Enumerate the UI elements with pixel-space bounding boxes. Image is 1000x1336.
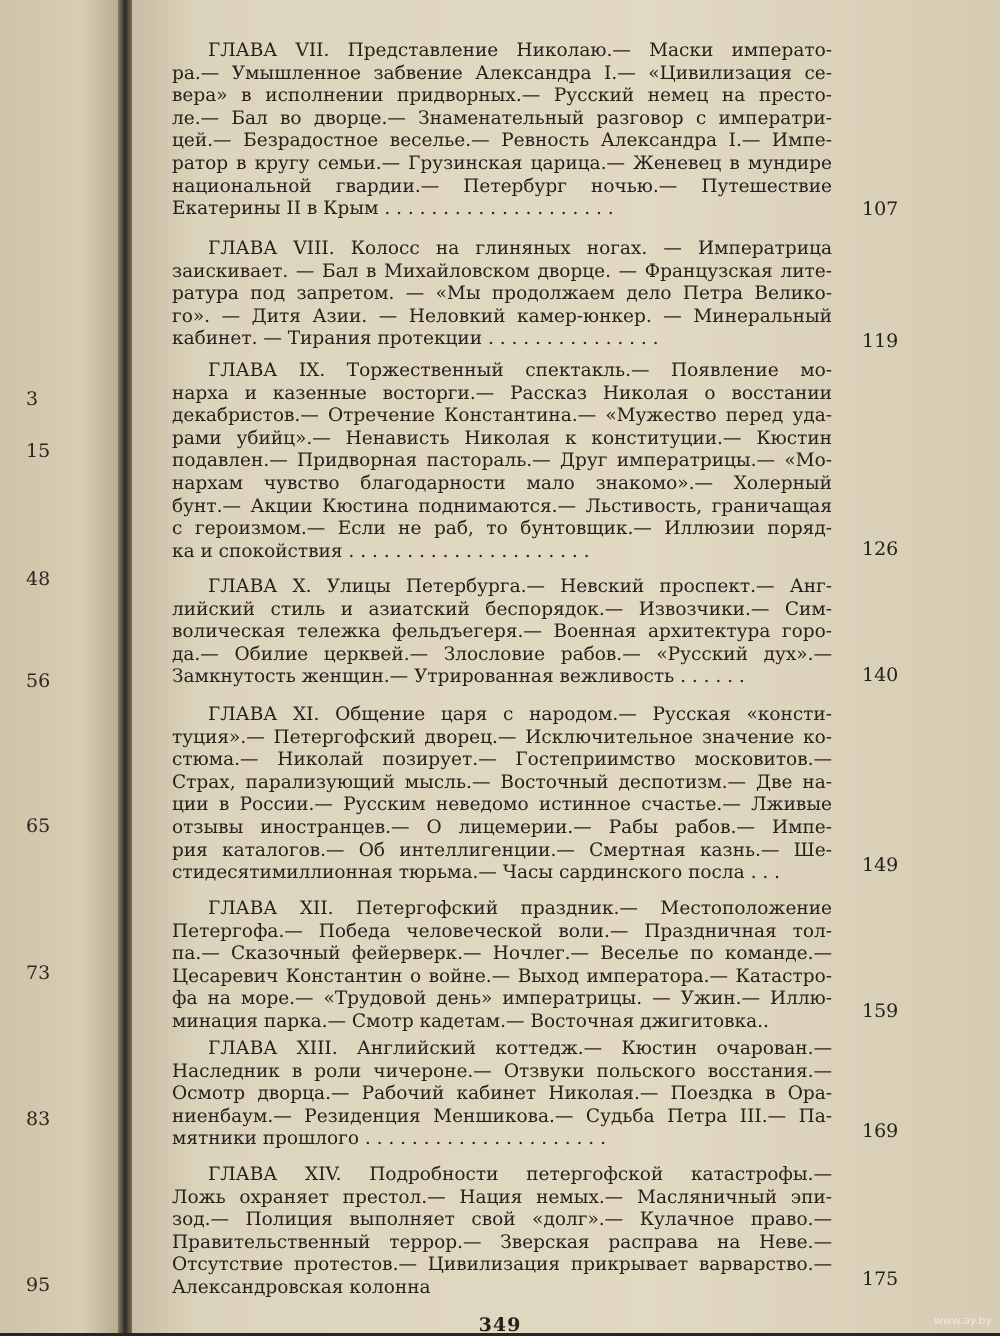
chapter-line: ратор в кругу семьи.— Грузинская царица.— Женевец в мундире (172, 152, 832, 174)
chapter-line: рия каталогов.— Об интеллигенции.— Смертная казнь.— Ше- (172, 839, 832, 861)
chapter-line: го». — Дитя Азии. — Неловкий камер-юнкер. — Минеральный (172, 305, 832, 327)
chapter-line: Екатерины II в Крым . . . . . . . . . . . . . . . . . . . . (172, 198, 614, 220)
chapter-line: подавлен.— Придворная пастораль.— Друг императрицы.— «Мо- (172, 450, 832, 472)
chapter-line: вера» в исполнении придворных.— Русский немец на престо- (172, 85, 832, 107)
chapter-line: с героизмом.— Если не раб, то бунтовщик.— Иллюзии поряд- (172, 518, 832, 540)
chapter-line: бунт.— Акции Кюстина поднимаются.— Льстивость, граничащая (172, 495, 832, 517)
chapter-line: Осмотр дворца.— Рабочий кабинет Николая.— Поездка в Ора- (172, 1083, 832, 1105)
chapter-line: ниенбаум.— Резиденция Меншикова.— Судьба Петра III.— Па- (172, 1105, 832, 1127)
chapter-entry (172, 238, 832, 351)
chapter-line: туция».— Петергофский дворец.— Исключительное значение ко- (172, 726, 832, 748)
chapter-line: ГЛАВА VIII. Колосс на глиняных ногах. — Императрица (208, 238, 832, 259)
chapter-line: мятники прошлого . . . . . . . . . . . . . . . . . . . . . (172, 1128, 606, 1150)
chapter-line: фа на море.— «Трудовой день» императрицы. — Ужин.— Иллю- (172, 988, 832, 1010)
chapter-line: зод.— Полиция выполняет свой «долг».— Кулачное право.— (172, 1209, 832, 1231)
chapter-line: кабинет. — Тирания протекции . . . . . . . . . . . . . . . (172, 328, 659, 350)
chapter-line: Наследник в роли чичероне.— Отзвуки польского восстания.— (172, 1060, 832, 1082)
chapter-entry (172, 1038, 832, 1151)
chapter-page-number: 169 (862, 1120, 899, 1142)
left-page-number: 48 (26, 568, 51, 590)
chapter-line: национальной гвардии.— Петербург ночью.— Путешествие (172, 175, 832, 197)
chapter-line: лийский стиль и азиатский беспорядок.— Извозчики.— Сим- (172, 598, 832, 620)
chapter-page-number: 175 (862, 1268, 899, 1290)
chapter-line: ра.— Умышленное забвение Александра I.— «Цивилизация се- (172, 62, 832, 84)
chapter-line: ГЛАВА X. Улицы Петербурга.— Невский проспект.— Анг- (208, 576, 832, 597)
chapter-line: Страх, парализующий мысль.— Восточный деспотизм.— Две на- (172, 771, 832, 793)
chapter-entry (172, 576, 832, 689)
chapter-line: Правительственный террор.— Зверская расправа на Неве.— (172, 1231, 832, 1253)
chapter-line: ГЛАВА XI. Общение царя с народом.— Русская «консти- (208, 704, 832, 725)
chapter-page-number: 159 (862, 1000, 899, 1022)
chapter-entry (172, 40, 832, 221)
chapter-line: да.— Обилие церквей.— Злословие рабов.— «Русский дух».— (172, 643, 832, 665)
chapter-line: отзывы иностранцев.— О лицемерии.— Рабы рабов.— Импе- (172, 816, 832, 838)
chapter-entry (172, 360, 832, 563)
chapter-line: стидесятимиллионная тюрьма.— Часы сардинского посла . . . (172, 862, 780, 884)
chapter-entry (172, 898, 832, 1034)
left-page-number: 95 (26, 1274, 51, 1296)
chapter-line: заискивает. — Бал в Михайловском дворце. — Французская лите- (172, 260, 832, 282)
left-page-number: 83 (26, 1108, 51, 1130)
chapter-line: Петергофа.— Победа человеческой воли.— Праздничная тол- (172, 920, 832, 942)
chapter-entry (172, 704, 832, 885)
chapter-line: нархам чувство благодарности мало знакомо».— Холерный (172, 472, 832, 494)
chapter-page-number: 140 (862, 664, 899, 686)
chapter-line: ГЛАВА XII. Петергофский праздник.— Местоположение (208, 898, 832, 919)
chapter-page-number: 107 (862, 198, 899, 220)
chapter-entry (172, 1164, 832, 1300)
left-page (0, 0, 118, 1333)
chapter-line: декабристов.— Отречение Константина.— «Мужество перед уда- (172, 405, 832, 427)
left-page-number: 15 (26, 440, 51, 462)
chapter-line: цей.— Безрадостное веселье.— Ревность Александра I.— Импе- (172, 130, 832, 152)
left-page-number: 73 (26, 962, 51, 984)
left-page-number: 3 (26, 388, 39, 410)
chapter-line: рами убийц».— Ненависть Николая к конституции.— Кюстин (172, 427, 832, 449)
chapter-line: Александровская колонна (172, 1276, 431, 1298)
chapter-line: нарха и казенные восторги.— Рассказ Николая о восстании (172, 382, 832, 404)
left-page-number: 56 (26, 670, 51, 692)
chapter-line: Замкнутость женщин.— Утрированная вежливость . . . . . . (172, 666, 745, 688)
left-page-number: 65 (26, 815, 51, 837)
chapter-line: Ложь охраняет престол.— Нация немых.— Масляничный эпи- (172, 1186, 832, 1208)
chapter-line: ГЛАВА IX. Торжественный спектакль.— Появление мо- (208, 360, 832, 381)
chapter-line: Цесаревич Константин о войне.— Выход императора.— Катастро- (172, 965, 832, 987)
chapter-line: па.— Сказочный фейерверк.— Ночлег.— Веселье по команде.— (172, 943, 832, 965)
chapter-line: ции в России.— Русским неведомо истинное счастье.— Лживые (172, 794, 832, 816)
chapter-page-number: 149 (862, 854, 899, 876)
chapter-line: ле.— Бал во дворце.— Знаменательный разговор с императри- (172, 107, 832, 129)
chapter-line: ГЛАВА XIV. Подробности петергофской катастрофы.— (208, 1164, 832, 1185)
watermark: www.ay.by (933, 1314, 992, 1327)
chapter-page-number: 119 (862, 330, 899, 352)
chapter-line: ГЛАВА VII. Представление Николаю.— Маски императо- (208, 40, 832, 61)
chapter-line: ратура под запретом. — «Мы продолжаем дело Петра Велико- (172, 283, 832, 305)
page-folio: 349 (478, 1314, 522, 1336)
chapter-line: стюма.— Николай позирует.— Гостеприимство московитов.— (172, 749, 832, 771)
chapter-page-number: 126 (862, 538, 899, 560)
chapter-line: Отсутствие протестов.— Цивилизация прикрывает варварство.— (172, 1254, 832, 1276)
chapter-line: ГЛАВА XIII. Английский коттедж.— Кюстин очарован.— (208, 1038, 832, 1059)
chapter-line: ка и спокойствия . . . . . . . . . . . . . . . . . . . . . (172, 540, 590, 562)
chapter-line: волическая тележка фельдъегеря.— Военная архитектура горо- (172, 621, 832, 643)
book-gutter (118, 0, 132, 1333)
chapter-line: минация парка.— Смотр кадетам.— Восточная джигитовка.. (172, 1010, 769, 1032)
